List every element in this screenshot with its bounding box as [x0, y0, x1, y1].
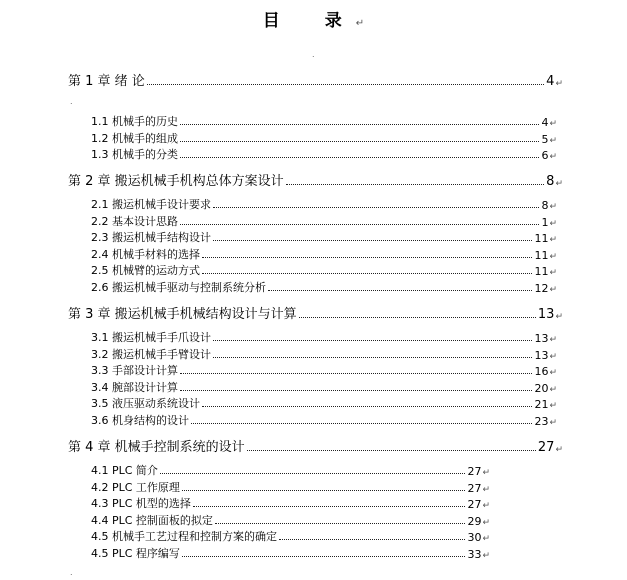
toc-chapter-entry-label: 第 3 章 搬运机械手机械结构设计与计算 — [68, 307, 297, 322]
toc-section-entry-page-number: 23 — [534, 415, 549, 428]
return-mark-icon: ↵ — [549, 218, 557, 229]
dot-leader — [247, 450, 536, 451]
toc-section-entry-label: 3.6 机身结构的设计 — [91, 414, 189, 427]
toc-section-entry-page-number: 27 — [467, 498, 482, 512]
toc-section-entry-page-number: 13 — [534, 332, 549, 345]
dot-leader — [202, 257, 532, 258]
toc-section-entry[interactable] — [91, 279, 557, 295]
return-mark-icon: ↵ — [549, 418, 557, 428]
toc-section-entry-label: 2.5 机械臂的运动方式 — [91, 264, 200, 278]
toc-section-entry-page-number: 11 — [534, 232, 549, 246]
toc-section-entry-label: 4.5 PLC 程序编写 — [91, 547, 180, 560]
toc-chapter-entry[interactable] — [68, 70, 563, 89]
dot-leader — [268, 290, 532, 291]
toc-section-entry-label: 3.2 搬运机械手手臂设计 — [91, 347, 211, 361]
toc-section-entry-label: 4.4 PLC 控制面板的拟定 — [91, 513, 213, 527]
toc-section-entry[interactable] — [91, 395, 557, 411]
toc-section-entry[interactable] — [91, 113, 557, 129]
return-mark-icon: ↵ — [549, 119, 557, 129]
toc-section-entry[interactable] — [91, 495, 490, 511]
return-mark-icon: ↵ — [549, 202, 557, 212]
toc-section-entry-page-number: 12 — [534, 282, 549, 295]
dot-leader — [180, 224, 539, 225]
toc-section-entry[interactable] — [91, 362, 557, 378]
toc-section-entry[interactable] — [91, 545, 490, 561]
toc-section-entry[interactable] — [91, 479, 490, 495]
dot-leader — [202, 273, 532, 274]
return-mark-icon: ↵ — [549, 268, 557, 279]
return-mark-icon: ↵ — [555, 179, 563, 189]
dot-leader — [202, 406, 532, 407]
toc-section-entry-label: 1.2 机械手的组成 — [91, 131, 178, 145]
toc-chapter-entry[interactable] — [68, 436, 563, 455]
dot-leader — [215, 523, 466, 524]
dot-leader — [182, 490, 466, 491]
toc-section-entry-label: 2.1 搬运机械手设计要求 — [91, 198, 211, 211]
toc-section-entry-page-number: 21 — [534, 398, 549, 412]
dot-leader — [180, 157, 539, 158]
toc-section-entry-label: 1.3 机械手的分类 — [91, 148, 178, 162]
toc-section-entry-page-number: 11 — [534, 265, 549, 279]
toc-section-entry-page-number: 27 — [467, 481, 482, 495]
dot-leader — [191, 423, 532, 424]
toc-section-entry-page-number: 11 — [534, 248, 549, 262]
return-mark-icon: ↵ — [549, 351, 557, 362]
return-mark-icon: ↵ — [555, 312, 563, 322]
toc-section-entry[interactable] — [91, 329, 557, 345]
return-mark-icon: ↵ — [482, 468, 490, 478]
toc-section-entry[interactable] — [91, 146, 557, 162]
dot-leader — [279, 539, 465, 540]
dot-leader — [213, 340, 532, 341]
toc-section-entry-label: 2.2 基本设计思路 — [91, 214, 178, 228]
dot-leader — [213, 357, 532, 358]
toc-title — [0, 6, 627, 31]
toc-section-entry-label: 2.6 搬运机械手驱动与控制系统分析 — [91, 281, 266, 294]
toc-section-entry[interactable] — [91, 262, 557, 278]
dot-leader — [299, 317, 536, 318]
toc-section-entry-label: 2.3 搬运机械手结构设计 — [91, 231, 211, 245]
return-mark-icon: ↵ — [549, 235, 557, 246]
dot-leader — [180, 390, 532, 391]
return-mark-icon: ↵ — [549, 384, 557, 395]
toc-section-entry-page-number: 20 — [534, 381, 549, 395]
toc-chapter-entry[interactable] — [68, 170, 563, 189]
toc-section-entry-page-number: 5 — [541, 132, 549, 146]
toc-section-entry[interactable] — [91, 196, 557, 212]
return-mark-icon: ↵ — [482, 551, 490, 561]
toc-section-entry-page-number: 8 — [541, 199, 549, 212]
toc-chapter-entry-label: 第 1 章 绪 论 — [68, 74, 145, 89]
toc-section-entry-label: 4.3 PLC 机型的选择 — [91, 497, 191, 511]
toc-section-entry-label: 3.3 手部设计计算 — [91, 364, 178, 378]
return-mark-icon: ↵ — [549, 251, 557, 262]
toc-section-entry-label: 2.4 机械手材料的选择 — [91, 247, 200, 261]
toc-section-entry-page-number: 27 — [467, 465, 482, 478]
dot-leader — [160, 473, 466, 474]
toc-section-entry-page-number: 16 — [534, 365, 549, 379]
return-mark-icon: ↵ — [549, 152, 557, 163]
return-mark-icon: ↵ — [549, 135, 557, 146]
dot-leader — [180, 124, 539, 125]
toc-section-entry[interactable] — [91, 379, 557, 395]
return-mark-icon: ↵ — [549, 285, 557, 295]
toc-chapter-entry-page-number: 27 — [537, 440, 555, 455]
dot-leader — [213, 207, 539, 208]
return-mark-icon: ↵ — [482, 484, 490, 495]
toc-section-entry[interactable] — [91, 412, 557, 428]
toc-section-entry-label: 3.5 液压驱动系统设计 — [91, 397, 200, 411]
dot-leader — [286, 184, 545, 185]
return-mark-icon: ↵ — [482, 501, 490, 512]
dot-leader — [147, 84, 544, 85]
toc-section-entry[interactable] — [91, 130, 557, 146]
toc-section-entry-page-number: 13 — [534, 348, 549, 362]
dot-leader — [180, 141, 539, 142]
return-mark-icon: ↵ — [482, 534, 490, 545]
paragraph-mark-icon: . — [70, 97, 73, 106]
toc-section-entry-label: 3.4 腕部设计计算 — [91, 380, 178, 394]
toc-chapter-entry-page-number: 13 — [537, 307, 555, 322]
dot-leader — [182, 556, 466, 557]
toc-section-entry[interactable] — [91, 512, 490, 528]
paragraph-mark-icon: . — [70, 568, 73, 577]
return-mark-icon: ↵ — [355, 18, 365, 29]
toc-section-entry[interactable] — [91, 462, 490, 478]
return-mark-icon: ↵ — [549, 335, 557, 345]
toc-section-entry-page-number: 4 — [541, 116, 549, 129]
toc-section-entry[interactable] — [91, 528, 490, 544]
toc-section-entry[interactable] — [91, 246, 557, 262]
toc-section-entry-page-number: 29 — [467, 514, 482, 528]
toc-section-entry[interactable] — [91, 229, 557, 245]
toc-section-entry[interactable] — [91, 346, 557, 362]
toc-section-entry[interactable] — [91, 213, 557, 229]
toc-chapter-entry[interactable] — [68, 303, 563, 322]
toc-chapter-entry-page-number: 4 — [546, 74, 555, 89]
toc-section-entry-page-number: 30 — [467, 531, 482, 545]
toc-chapter-entry-label: 第 4 章 机械手控制系统的设计 — [68, 440, 245, 455]
toc-section-entry-page-number: 6 — [541, 149, 549, 163]
toc-section-entry-label: 4.5 机械手工艺过程和控制方案的确定 — [91, 530, 277, 544]
toc-chapter-entry-page-number: 8 — [546, 174, 555, 189]
dot-leader — [213, 240, 532, 241]
toc-section-entry-label: 4.1 PLC 简介 — [91, 464, 158, 477]
toc-section-entry-label: 1.1 机械手的历史 — [91, 115, 178, 128]
toc-section-entry-page-number: 33 — [467, 548, 482, 561]
return-mark-icon: ↵ — [549, 368, 557, 379]
toc-section-entry-page-number: 1 — [541, 215, 549, 229]
toc-section-entry-label: 4.2 PLC 工作原理 — [91, 480, 180, 494]
paragraph-mark-icon: . — [312, 50, 315, 59]
return-mark-icon: ↵ — [482, 517, 490, 528]
return-mark-icon: ↵ — [555, 445, 563, 455]
dot-leader — [180, 373, 532, 374]
toc-section-entry-label: 3.1 搬运机械手手爪设计 — [91, 331, 211, 344]
return-mark-icon: ↵ — [555, 79, 563, 89]
return-mark-icon: ↵ — [549, 401, 557, 412]
toc-chapter-entry-label: 第 2 章 搬运机械手机构总体方案设计 — [68, 174, 284, 189]
dot-leader — [193, 506, 466, 507]
toc-title-text: 目 录 — [262, 11, 356, 31]
